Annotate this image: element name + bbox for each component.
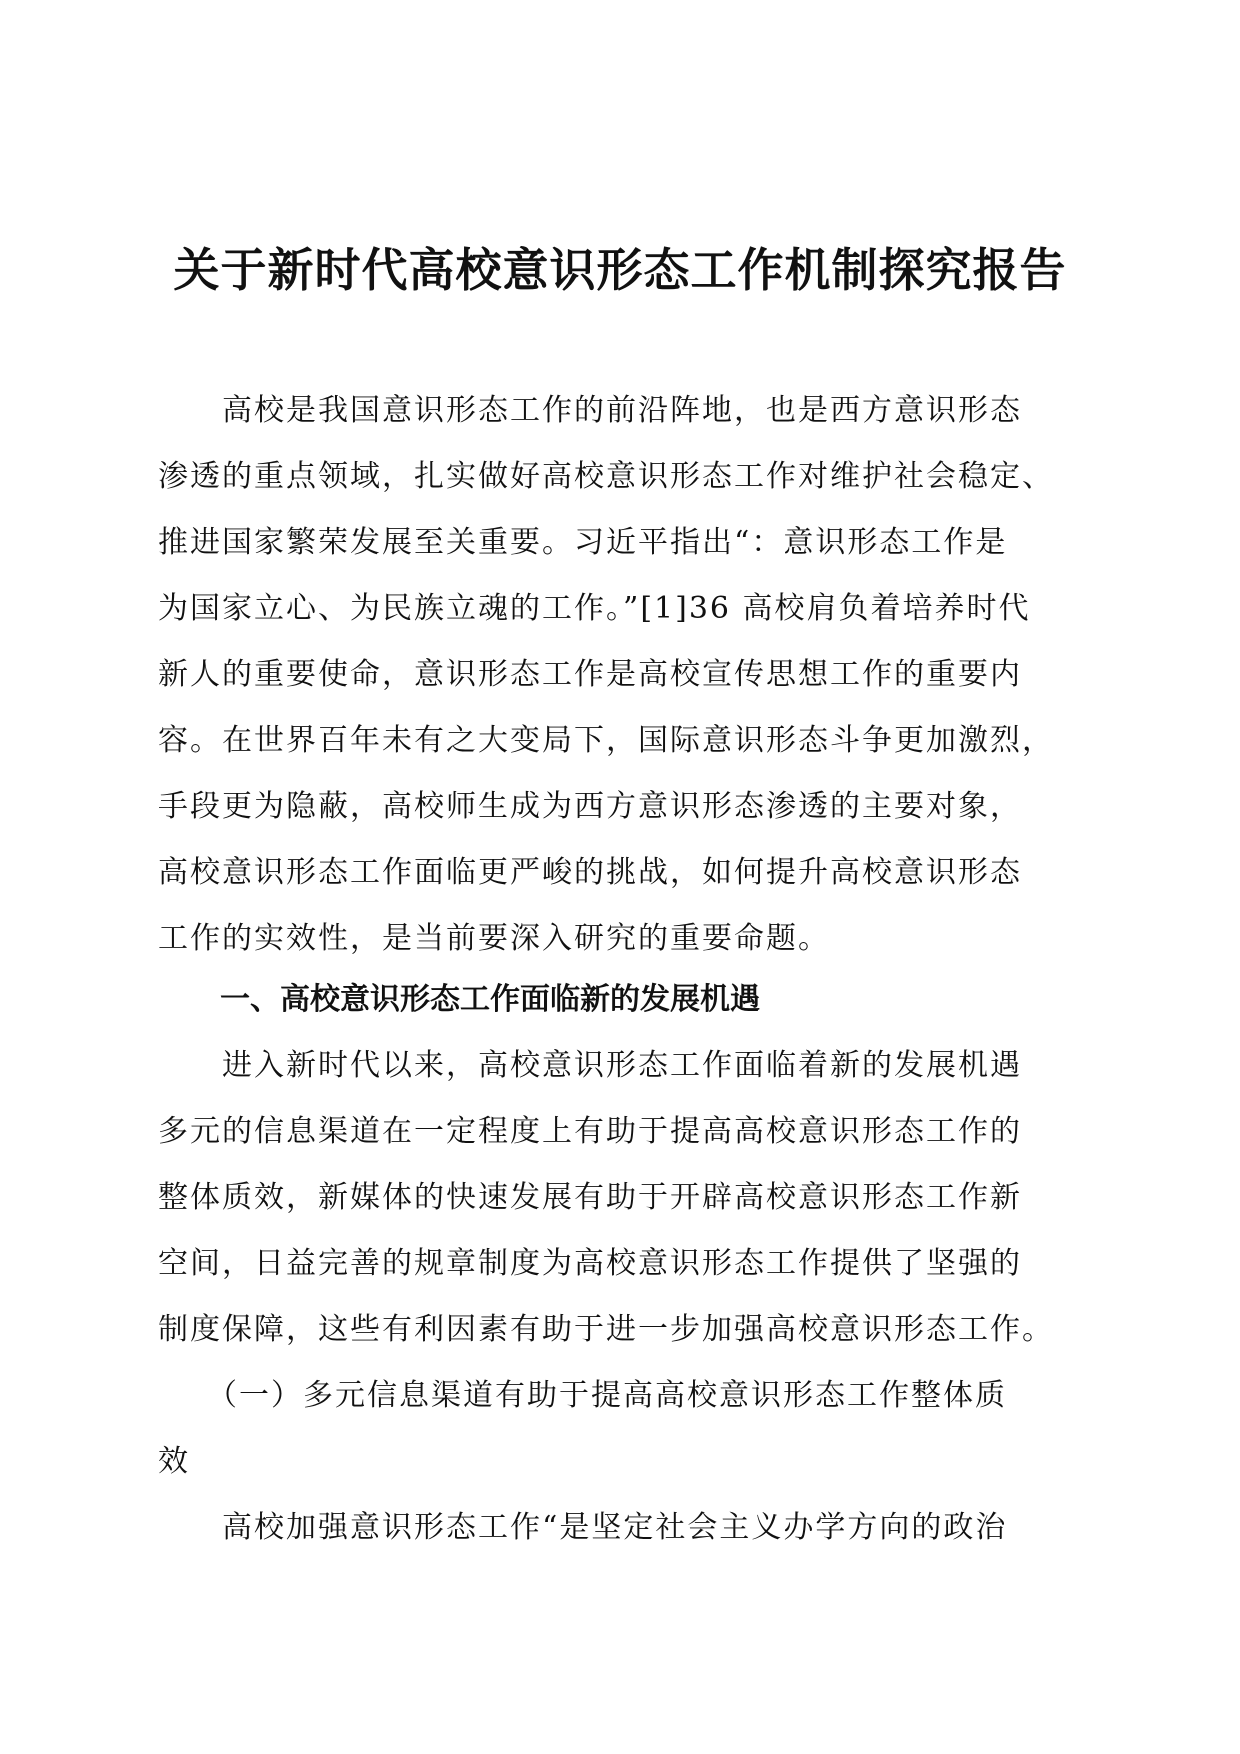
paragraph-line: 空间，日益完善的规章制度为高校意识形态工作提供了坚强的 [158,1246,1022,1281]
heading-line: 效 [158,1444,190,1479]
paragraph-line: 进入新时代以来，高校意识形态工作面临着新的发展机遇 [158,1048,1022,1083]
paragraph-line: 高校是我国意识形态工作的前沿阵地，也是西方意识形态 [158,393,1022,428]
paragraph-line: 多元的信息渠道在一定程度上有助于提高高校意识形态工作的 [158,1114,1022,1149]
section-heading-1: 一、高校意识形态工作面临新的发展机遇 [220,982,760,1017]
paragraph-line: 渗透的重点领域，扎实做好高校意识形态工作对维护社会稳定、 [158,459,1054,494]
paragraph-line: 容。在世界百年未有之大变局下，国际意识形态斗争更加激烈， [158,723,1054,758]
paragraph-line: 新人的重要使命，意识形态工作是高校宣传思想工作的重要内 [158,657,1022,692]
paragraph-line: 高校加强意识形态工作“是坚定社会主义办学方向的政治 [158,1510,1008,1545]
paragraph-line: 制度保障，这些有利因素有助于进一步加强高校意识形态工作。 [158,1312,1054,1347]
paragraph-line: 为国家立心、为民族立魂的工作。”[1]36 高校肩负着培养时代 [158,591,1031,626]
paragraph-line: 手段更为隐蔽，高校师生成为西方意识形态渗透的主要对象， [158,789,1022,824]
intro-paragraph [158,378,1093,972]
paragraph-line: 整体质效，新媒体的快速发展有助于开辟高校意识形态工作新 [158,1180,1022,1215]
paragraph-line: 工作的实效性，是当前要深入研究的重要命题。 [158,921,830,956]
document-title: 关于新时代高校意识形态工作机制探究报告 [173,243,1067,297]
subsection-paragraph [158,1495,1093,1561]
paragraph-line: 推进国家繁荣发展至关重要。习近平指出“：意识形态工作是 [158,525,1008,560]
subsection-heading-1 [158,1363,1093,1495]
heading-line: （一）多元信息渠道有助于提高高校意识形态工作整体质 [158,1378,1007,1413]
paragraph-line: 高校意识形态工作面临更严峻的挑战，如何提升高校意识形态 [158,855,1022,890]
section-paragraph [158,1033,1093,1363]
